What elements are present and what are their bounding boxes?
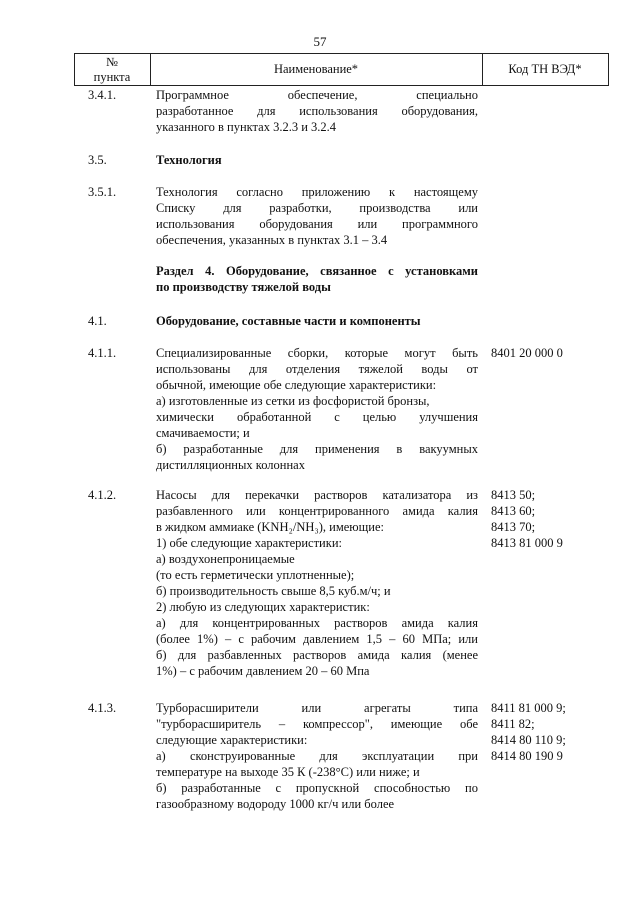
description-line: использованы для отделения тяжелой воды от bbox=[156, 362, 478, 376]
description-line: дистилляционных колоннах bbox=[156, 458, 305, 472]
description-line: Технология bbox=[156, 153, 222, 167]
description-line: Раздел 4. Оборудование, связанное с установками bbox=[156, 264, 478, 278]
description-line: Турборасширители или агрегаты типа bbox=[156, 701, 478, 715]
description-line: обеспечения, указанных в пунктах 3.1 – 3.4 bbox=[156, 233, 388, 247]
tn-ved-code: 8411 81 000 9; bbox=[491, 701, 566, 715]
description-line: б) разработанные для применения в вакуумных bbox=[156, 442, 478, 456]
tn-ved-code: 8401 20 000 0 bbox=[491, 346, 563, 360]
row-description bbox=[156, 700, 478, 812]
description-line: (то есть герметически уплотненные); bbox=[156, 568, 355, 582]
description-line: Технология согласно приложению к настоящему bbox=[156, 185, 478, 199]
description-line: а) для концентрированных растворов амида калия bbox=[156, 616, 478, 630]
header-col-number bbox=[74, 55, 150, 85]
description-line: разработанное для использования оборудования, bbox=[156, 104, 478, 118]
description-line: (более 1%) – с рабочим давлением 1,5 – 60 МПа; или bbox=[156, 632, 478, 646]
row-number: 3.5. bbox=[88, 153, 107, 167]
description-line: температуре на выходе 35 К (-238°С) или ниже; и bbox=[156, 765, 420, 779]
header-top-border bbox=[74, 53, 608, 54]
description-line: в жидком аммиаке (KNH₂/NH₃), имеющие: bbox=[156, 520, 384, 534]
row-codes bbox=[491, 487, 601, 551]
section-heading bbox=[156, 313, 478, 329]
tn-ved-code: 8413 50; bbox=[491, 488, 536, 502]
header-col-number-line1: № bbox=[106, 55, 118, 69]
description-line: Специализированные сборки, которые могут быть bbox=[156, 346, 478, 360]
description-line: следующие характеристики: bbox=[156, 733, 308, 747]
row-description bbox=[156, 184, 478, 248]
row-description bbox=[156, 487, 478, 679]
tn-ved-code: 8413 81 000 9 bbox=[491, 536, 563, 550]
tn-ved-code: 8414 80 190 9 bbox=[491, 749, 563, 763]
description-line: Насосы для перекачки растворов катализатора из bbox=[156, 488, 478, 502]
page-number: 57 bbox=[313, 34, 327, 49]
header-right-border bbox=[608, 53, 609, 86]
description-line: газообразному водороду 1000 кг/ч или более bbox=[156, 797, 395, 811]
description-line: Списку для разработки, производства или bbox=[156, 201, 478, 215]
row-description bbox=[156, 87, 478, 135]
description-line: указанного в пунктах 3.2.3 и 3.2.4 bbox=[156, 120, 337, 134]
header-bottom-border bbox=[74, 85, 608, 86]
description-line: химически обработанной с целью улучшения bbox=[156, 410, 478, 424]
description-line: Оборудование, составные части и компоненты bbox=[156, 314, 421, 328]
description-line: 2) любую из следующих характеристик: bbox=[156, 600, 370, 614]
description-line: б) для разбавленных растворов амида калия (менее bbox=[156, 648, 478, 662]
description-line: а) изготовленные из сетки из фосфористой бронзы, bbox=[156, 394, 430, 408]
header-col-name: Наименование* bbox=[273, 62, 359, 76]
tn-ved-code: 8413 60; bbox=[491, 504, 536, 518]
row-number: 4.1.2. bbox=[88, 488, 117, 502]
tn-ved-code: 8414 80 110 9; bbox=[491, 733, 566, 747]
header-col-number-line2: пункта bbox=[93, 70, 131, 84]
description-line: по производству тяжелой воды bbox=[156, 280, 331, 294]
row-description bbox=[156, 345, 478, 473]
tn-ved-code: 8411 82; bbox=[491, 717, 535, 731]
row-number: 4.1.1. bbox=[88, 346, 117, 360]
description-line: смачиваемости; и bbox=[156, 426, 250, 440]
description-line: б) производительность свыше 8,5 куб.м/ч; и bbox=[156, 584, 391, 598]
description-line: обычной, имеющие обе следующие характеристики: bbox=[156, 378, 437, 392]
description-line: 1%) – с рабочим давлением 20 – 60 Мпа bbox=[156, 664, 370, 678]
description-line: б) разработанные с пропускной способностью по bbox=[156, 781, 478, 795]
description-line: а) сконструированные для эксплуатации при bbox=[156, 749, 478, 763]
row-codes bbox=[491, 345, 601, 361]
header-col-code: Код ТН ВЭД* bbox=[508, 62, 582, 76]
description-line: 1) обе следующие характеристики: bbox=[156, 536, 342, 550]
row-number: 4.1. bbox=[88, 314, 107, 328]
description-line: а) воздухонепроницаемые bbox=[156, 552, 295, 566]
description-line: Программное обеспечение, специально bbox=[156, 88, 478, 102]
row-number: 3.5.1. bbox=[88, 185, 117, 199]
description-line: использования оборудования или программного bbox=[156, 217, 478, 231]
row-number: 4.1.3. bbox=[88, 701, 117, 715]
section-heading bbox=[156, 263, 478, 295]
description-line: разбавленного или концентрированного амида калия bbox=[156, 504, 478, 518]
tn-ved-code: 8413 70; bbox=[491, 520, 536, 534]
row-number: 3.4.1. bbox=[88, 88, 117, 102]
section-heading bbox=[156, 152, 478, 168]
row-codes bbox=[491, 700, 601, 764]
description-line: "турборасширитель – компрессор", имеющие обе bbox=[156, 717, 478, 731]
